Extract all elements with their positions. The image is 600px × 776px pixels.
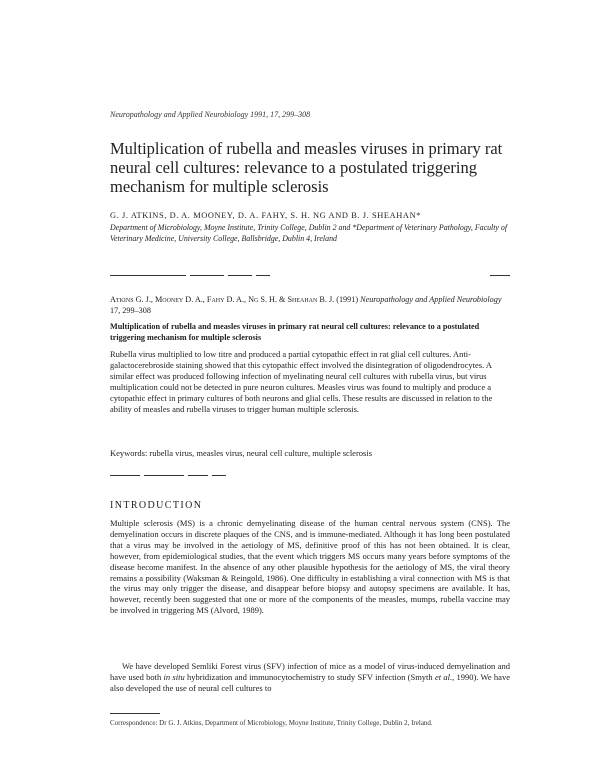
- top-divider: [490, 275, 510, 276]
- section-heading-introduction: INTRODUCTION: [110, 500, 203, 511]
- intro-p2-text: , 1990). We have also developed the use of neural cell cultures to: [110, 671, 510, 693]
- author-affiliation: Department of Microbiology, Moyne Institute, Trinity College, Dublin 2 and *Department of Veterinary Pathology, Faculty of Veterinary Medicine, University College, Ballsbridge, Dublin 4, Ireland: [110, 223, 508, 243]
- top-divider: [256, 275, 270, 276]
- intro-p2-text: hybridization and immunocytochemistry to study SFV infection (Smyth: [184, 671, 435, 682]
- citation-pages: 299–308: [122, 306, 151, 315]
- keywords-divider: [212, 475, 226, 476]
- journal-header: Neuropathology and Applied Neurobiology 1991, 17, 299–308: [110, 110, 311, 119]
- intro-paragraph-2: [110, 661, 510, 694]
- article-authors: G. J. ATKINS, D. A. MOONEY, D. A. FAHY, S. H. NG AND B. J. SHEAHAN*: [110, 211, 422, 220]
- abstract-title: Multiplication of rubella and measles viruses in primary rat neural cell cultures: relevance to a postulated triggering mechanism for multiple sclerosis: [110, 322, 480, 342]
- top-divider: [228, 275, 252, 276]
- intro-paragraph-1: Multiple sclerosis (MS) is a chronic demyelinating disease of the human central nervous system (CNS). The demyelination occurs in discrete plaques of the CNS, and is immune-mediated. Although it has long been postulated that a virus may be involved in the aetiology of MS, definitive proof of this has not been obtained. It is clear, however, from epidemiological studies, that the event which triggers MS occurs many years before symptoms of the disease become manifest. In the absence of any other plausible hypothesis for the aetiology of MS, the viral theory remains a possibility (Waksman & Reingold, 1986). One difficulty in establishing a viral connection with MS is that the virus may only trigger the disease, and disappear before biopsy and autopsy specimens are available. It has, however, recently been suggested that one or more of the components of the measles, mumps, rubella vaccine may be involved in triggering MS (Alvord, 1989).: [110, 518, 510, 616]
- abstract-body: Rubella virus multiplied to low titre and produced a partial cytopathic effect in rat glial cell cultures. Anti-galactocerebroside staining showed that this cytopathic effect involved the disintegration of oligodendrocytes. A similar effect was produced following infection of myelinating neural cell cultures with rubella virus, but virus multiplication could not be detected in pure neuron cultures. Measles virus was found to multiply and produce a cytopathic effect in primary cultures of both neurons and glial cells. These results are discussed in relation to the ability of measles and rubella viruses to trigger human multiple sclerosis.: [110, 349, 493, 414]
- intro-p2-in-situ: in situ: [163, 671, 185, 682]
- top-divider: [110, 275, 186, 276]
- citation-volume: 17: [110, 306, 119, 315]
- intro-p2-et-al: et al.: [434, 671, 453, 682]
- keywords: Keywords: rubella virus, measles virus, neural cell culture, multiple sclerosis: [110, 448, 373, 458]
- keywords-divider: [188, 475, 208, 476]
- article-title: Multiplication of rubella and measles viruses in primary rat neural cell cultures: relevance to a postulated triggering mechanism for multiple sclerosis: [110, 139, 503, 196]
- intro-p2-text: We have developed Semliki Forest virus (SFV) infection of mice as a model of virus-induced demyelination and have used both: [110, 661, 510, 682]
- correspondence-footnote: Correspondence: Dr G. J. Atkins, Department of Microbiology, Moyne Institute, Trinity College, Dublin 2, Ireland.: [110, 719, 433, 727]
- footnote-divider: [110, 713, 160, 714]
- citation-block: Atkins G. J., Mooney D. A., Fahy D. A., Ng S. H. & Sheahan B. J. (1991) Neuropathology and Applied Neurobiology 17, 299–308: [110, 295, 502, 315]
- citation-authors: Atkins G. J., Mooney D. A., Fahy D. A., Ng S. H. & Sheahan B. J. (1991): [110, 295, 359, 304]
- citation-journal: Neuropathology and Applied Neurobiology: [360, 295, 502, 304]
- keywords-divider: [144, 475, 184, 476]
- keywords-divider: [110, 475, 140, 476]
- top-divider: [190, 275, 224, 276]
